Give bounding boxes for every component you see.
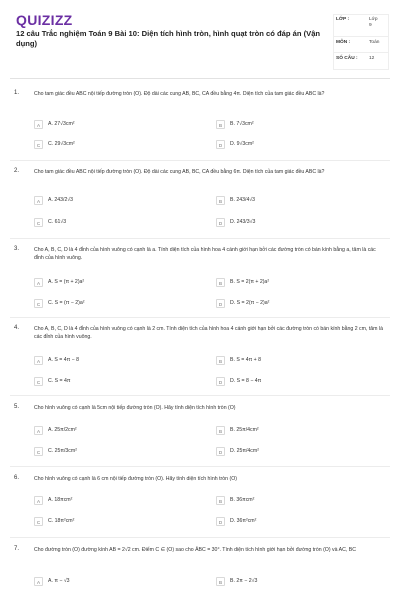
option-text: C. 25π/3cm² <box>48 448 77 454</box>
option-text: B. 243/4√3 <box>230 197 256 203</box>
option-c[interactable] <box>34 447 77 456</box>
option-text: A. S = (π + 2)a² <box>48 279 85 285</box>
option-a[interactable] <box>34 356 79 365</box>
meta-label: MÔN : <box>336 40 351 45</box>
option-text: A. 243/2√3 <box>48 197 74 203</box>
option-a[interactable] <box>34 196 74 205</box>
option-c[interactable] <box>34 517 75 526</box>
option-text: D. 243/3√3 <box>230 219 256 225</box>
option-letter-box: A <box>34 356 43 365</box>
option-b[interactable] <box>216 120 254 129</box>
question-number: 2. <box>14 168 20 174</box>
option-letter-box: C <box>34 218 43 227</box>
question-text: Cho đường tròn (O) đường kính AB = 2√2 cm. Điểm C ∈ (O) sao cho ÂBC = 30°. Tính diện tích hình giới hạn bởi đường tròn (O) và AC, BC <box>34 547 356 553</box>
option-d[interactable] <box>216 447 259 456</box>
question-number: 4. <box>14 325 20 331</box>
option-text: A. 25π/2cm² <box>48 427 77 433</box>
question-divider <box>10 537 390 538</box>
option-letter-box: D <box>216 377 225 386</box>
question-text: Cho A, B, C, D là 4 đỉnh của hình vuông có cạnh là 2 cm. Tính diện tích của hình hoa 4 cánh giới hạn bởi các đường tròn có bán kính bằng 2 cm, tâm là các đỉnh của hình vuông. <box>34 326 383 340</box>
option-letter-box: D <box>216 218 225 227</box>
question-divider <box>10 466 390 467</box>
meta-value: 12 <box>369 56 375 61</box>
option-letter-box: D <box>216 517 225 526</box>
question-text: Cho A, B, C, D là 4 đỉnh của hình vuông có cạnh là a. Tính diện tích của hình hoa 4 cánh giới hạn bởi các đường tròn có bán kính bằng a, tâm là các đỉnh của hình vuông. <box>34 247 376 261</box>
option-text: C. 18π²cm² <box>48 518 75 524</box>
option-letter-box: A <box>34 120 43 129</box>
option-c[interactable] <box>34 299 85 308</box>
question-number: 6. <box>14 475 20 481</box>
option-a[interactable] <box>34 496 73 505</box>
question-number: 3. <box>14 246 20 252</box>
option-letter-box: D <box>216 299 225 308</box>
option-letter-box: A <box>34 196 43 205</box>
option-text: A. S = 4π − 8 <box>48 357 79 363</box>
meta-row-class <box>334 15 388 27</box>
option-b[interactable] <box>216 278 270 287</box>
option-text: A. 18πcm² <box>48 497 73 503</box>
option-text: C. 29√3cm² <box>48 141 75 147</box>
option-letter-box: C <box>34 299 43 308</box>
option-c[interactable] <box>34 218 67 227</box>
question-text: Cho hình vuông có cạnh là 6 cm nội tiếp đường tròn (O). Hãy tính diện tích hình tròn (O) <box>34 476 237 482</box>
option-letter-box: A <box>34 426 43 435</box>
meta-value: Lớp 9 <box>369 17 378 28</box>
option-letter-box: A <box>34 496 43 505</box>
meta-value: Toán <box>369 40 380 45</box>
option-b[interactable] <box>216 577 258 586</box>
option-letter-box: B <box>216 496 225 505</box>
option-letter-box: B <box>216 120 225 129</box>
meta-row-count <box>334 54 388 66</box>
option-text: B. 25π/4cm² <box>230 427 259 433</box>
header-divider <box>10 78 390 79</box>
option-letter-box: C <box>34 447 43 456</box>
option-letter-box: A <box>34 278 43 287</box>
option-b[interactable] <box>216 496 255 505</box>
option-c[interactable] <box>34 140 75 149</box>
question-divider <box>10 238 390 239</box>
option-a[interactable] <box>34 120 75 129</box>
option-text: B. 36πcm² <box>230 497 255 503</box>
option-text: C. S = (π − 2)a² <box>48 300 85 306</box>
option-text: B. S = 2(π + 2)a² <box>230 279 270 285</box>
option-text: B. S = 4π + 8 <box>230 357 261 363</box>
option-letter-box: A <box>34 577 43 586</box>
option-d[interactable] <box>216 299 270 308</box>
option-text: D. S = 8 − 4π <box>230 378 262 384</box>
option-text: B. 2π − 2√3 <box>230 578 258 584</box>
option-letter-box: D <box>216 140 225 149</box>
quizizz-logo: QUIZIZZ <box>16 12 73 28</box>
meta-label: LỚP : <box>336 17 350 22</box>
meta-row-subject <box>334 38 388 50</box>
meta-divider <box>334 52 388 53</box>
option-letter-box: C <box>34 140 43 149</box>
option-d[interactable] <box>216 517 257 526</box>
option-text: D. 9√3cm² <box>230 141 254 147</box>
option-text: D. 36π²cm² <box>230 518 257 524</box>
option-b[interactable] <box>216 196 256 205</box>
option-b[interactable] <box>216 356 261 365</box>
question-number: 5. <box>14 404 20 410</box>
option-d[interactable] <box>216 377 262 386</box>
option-a[interactable] <box>34 577 70 586</box>
question-number: 7. <box>14 546 20 552</box>
question-number: 1. <box>14 90 20 96</box>
question-divider <box>10 395 390 396</box>
option-text: C. S = 4π <box>48 378 71 384</box>
option-text: A. π − √3 <box>48 578 70 584</box>
meta-info-box <box>333 14 389 70</box>
question-text: Cho hình vuông có cạnh là 5cm nội tiếp đường tròn (O). Hãy tính diện tích hình tròn (O) <box>34 405 236 411</box>
option-d[interactable] <box>216 218 256 227</box>
option-a[interactable] <box>34 278 85 287</box>
option-text: A. 27√3cm² <box>48 121 75 127</box>
option-letter-box: B <box>216 356 225 365</box>
option-letter-box: C <box>34 377 43 386</box>
option-text: D. S = 2(π − 2)a² <box>230 300 270 306</box>
page-header <box>0 0 400 74</box>
page-title: 12 câu Trắc nghiệm Toán 9 Bài 10: Diện tích hình tròn, hình quạt tròn có đáp án (Vận dụng) <box>16 29 321 48</box>
option-text: D. 25π/4cm² <box>230 448 259 454</box>
option-letter-box: B <box>216 426 225 435</box>
option-a[interactable] <box>34 426 77 435</box>
question-divider <box>10 317 390 318</box>
meta-label: SỐ CÂU : <box>336 56 358 61</box>
option-letter-box: D <box>216 447 225 456</box>
option-d[interactable] <box>216 140 254 149</box>
option-letter-box: B <box>216 278 225 287</box>
option-text: B. 7√3cm² <box>230 121 254 127</box>
option-letter-box: C <box>34 517 43 526</box>
question-divider <box>10 160 390 161</box>
question-text: Cho tam giác đều ABC nội tiếp đường tròn (O). Độ dài các cung AB, BC, CA đều bằng 6π. Diện tích của tam giác đều ABC là? <box>34 169 325 175</box>
option-c[interactable] <box>34 377 71 386</box>
option-letter-box: B <box>216 577 225 586</box>
option-letter-box: B <box>216 196 225 205</box>
question-text: Cho tam giác đều ABC nội tiếp đường tròn (O). Độ dài các cung AB, BC, CA đều bằng 4π. Diện tích của tam giác đều ABC là? <box>34 91 325 97</box>
option-text: C. 61√3 <box>48 219 67 225</box>
option-b[interactable] <box>216 426 259 435</box>
meta-divider <box>334 36 388 37</box>
